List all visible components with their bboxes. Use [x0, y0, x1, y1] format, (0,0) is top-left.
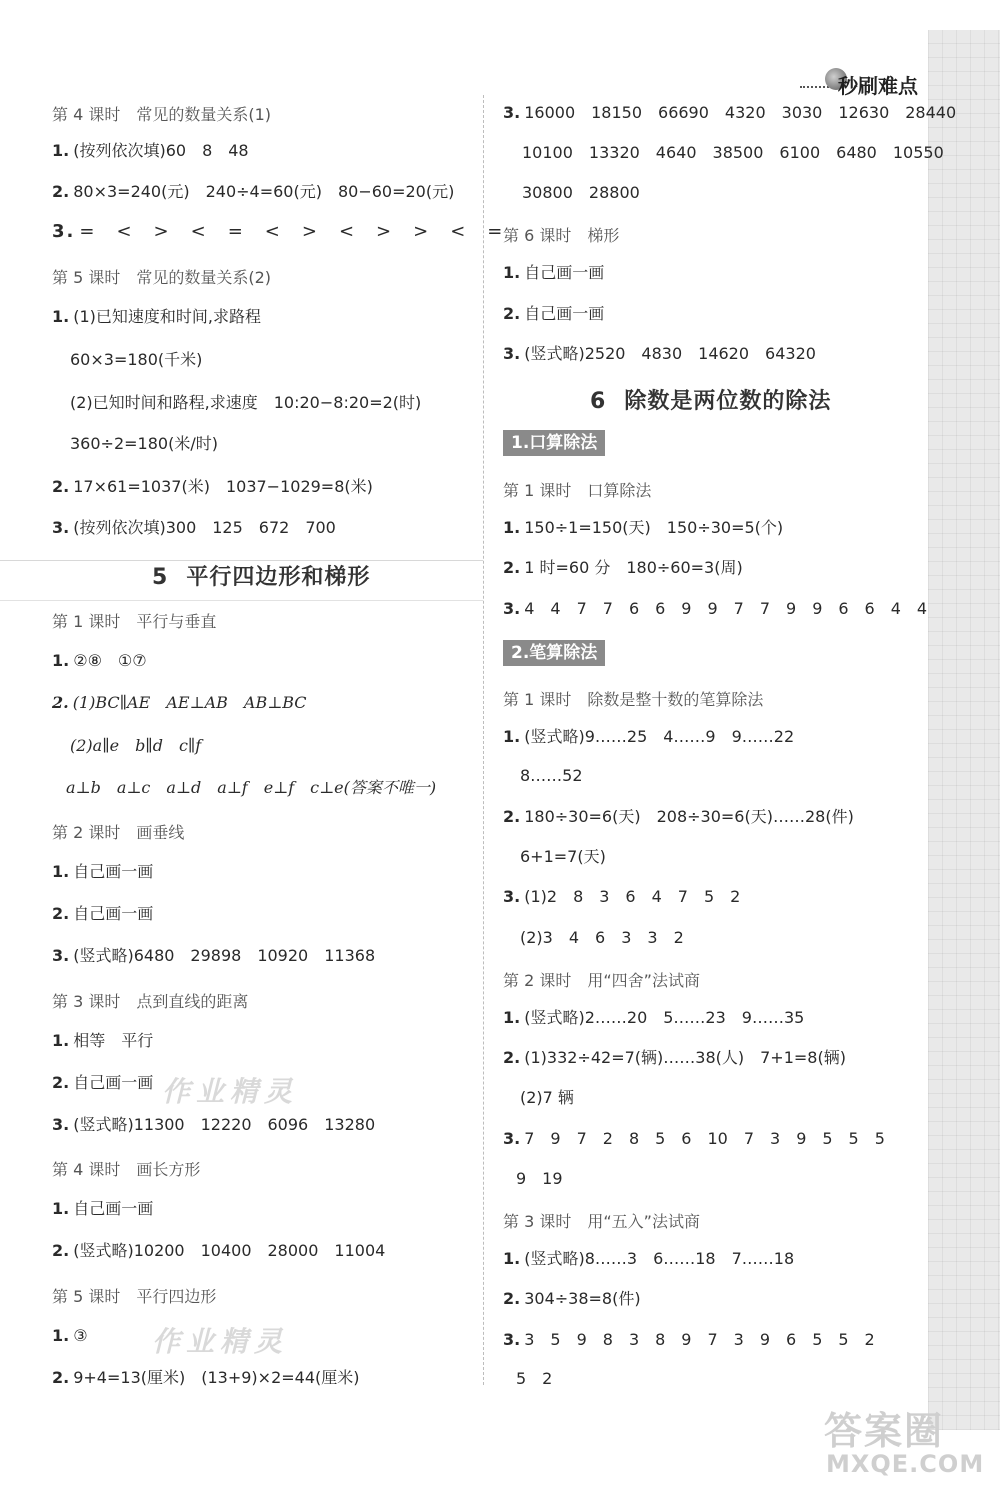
- answer-text: (1)332÷42=7(辆)……38(人) 7+1=8(辆): [524, 1048, 846, 1067]
- lesson-title: 用“五入”法试商: [587, 1212, 700, 1231]
- answer-line: [503, 1008, 804, 1028]
- question-number: 2.: [52, 1241, 70, 1260]
- lesson-title: 用“四舍”法试商: [587, 971, 700, 990]
- question-number: 1.: [52, 651, 70, 670]
- lesson-label: 第 1 课时: [503, 481, 572, 500]
- lesson-label: 第 1 课时: [503, 690, 572, 709]
- answer-text: (竖式略)10200 10400 28000 11004: [73, 1241, 386, 1260]
- answer-line: [503, 558, 743, 578]
- question-number: 3.: [52, 1115, 70, 1134]
- question-number: 3.: [52, 221, 76, 242]
- answer-line: [52, 693, 307, 713]
- answer-text: (竖式略)11300 12220 6096 13280: [73, 1115, 376, 1134]
- answer-text: 自己画一画: [73, 1199, 154, 1218]
- answer-text: 80×3=240(元) 240÷4=60(元) 80−60=20(元): [73, 182, 455, 201]
- answer-line: [52, 1326, 88, 1346]
- answer-line: [503, 103, 956, 123]
- answer-text: (竖式略)9……25 4……9 9……22: [524, 727, 795, 746]
- question-number: 3.: [503, 1129, 521, 1148]
- answer-line: (2)已知时间和路程,求速度 10:20−8:20=2(时): [70, 393, 422, 412]
- answer-text: (1)2 8 3 6 4 7 5 2: [524, 887, 741, 906]
- chapter-name: 平行四边形和梯形: [186, 565, 371, 590]
- answer-line: [52, 1031, 153, 1051]
- site-watermark-logo: 答案圈: [824, 1409, 945, 1453]
- question-number: 2.: [503, 1289, 521, 1308]
- question-number: 1.: [503, 727, 521, 746]
- lesson-heading: [52, 1157, 200, 1180]
- section-label: 2.笔算除法: [503, 640, 605, 666]
- lesson-heading: [52, 102, 271, 125]
- answer-line: [52, 946, 375, 966]
- answer-line: (2)7 辆: [520, 1088, 574, 1107]
- section-label: 1.口算除法: [503, 430, 605, 456]
- answer-line: [503, 263, 604, 283]
- lesson-label: 第 3 课时: [503, 1212, 572, 1231]
- answer-text: 自己画一画: [73, 904, 154, 923]
- question-number: 2.: [503, 558, 521, 577]
- answer-line: [52, 1368, 360, 1388]
- answer-line: [52, 477, 373, 497]
- lesson-heading: [52, 989, 248, 1012]
- chapter-title: [152, 560, 370, 591]
- answer-text: (按列依次填)300 125 672 700: [73, 518, 336, 537]
- lesson-title: 常见的数量关系(2): [136, 268, 272, 287]
- answer-line: [52, 1241, 385, 1261]
- answer-text: 1 时=60 分 180÷60=3(周): [524, 558, 743, 577]
- question-number: 3.: [503, 344, 521, 363]
- site-watermark-url: MXQE.COM: [826, 1450, 985, 1478]
- lesson-heading: [52, 609, 216, 632]
- question-number: 2.: [503, 304, 521, 323]
- lesson-label: 第 2 课时: [503, 971, 572, 990]
- question-number: 1.: [52, 141, 70, 160]
- lesson-title: 梯形: [587, 226, 620, 245]
- answer-line: 6+1=7(天): [520, 847, 606, 866]
- answer-text: (竖式略)8……3 6……18 7……18: [524, 1249, 795, 1268]
- answer-text: = < > < = < > < > > < =: [79, 221, 505, 242]
- answer-line: [503, 599, 927, 619]
- question-number: 1.: [52, 1031, 70, 1050]
- answer-line: 8……52: [520, 766, 583, 785]
- answer-text: (1)BC∥AE AE⊥AB AB⊥BC: [72, 693, 307, 712]
- answer-text: ③: [73, 1326, 88, 1345]
- lesson-label: 第 4 课时: [52, 1160, 121, 1179]
- answer-line: [503, 344, 816, 364]
- answer-line: [52, 182, 454, 202]
- watermark: 作业精灵: [162, 1075, 299, 1108]
- answer-line: [503, 304, 604, 324]
- question-number: 1.: [503, 1008, 521, 1027]
- question-number: 2.: [52, 1073, 70, 1092]
- question-number: 1.: [52, 1326, 70, 1345]
- answer-text: 17×61=1037(米) 1037−1029=8(米): [73, 477, 373, 496]
- question-number: 2.: [503, 1048, 521, 1067]
- answer-line: [503, 1048, 846, 1068]
- answer-line: [52, 904, 153, 924]
- lesson-label: 第 1 课时: [52, 612, 121, 631]
- answer-text: 自己画一画: [73, 862, 154, 881]
- answer-line: [503, 1289, 641, 1309]
- answer-text: 150÷1=150(天) 150÷30=5(个): [524, 518, 784, 537]
- answer-text: (竖式略)6480 29898 10920 11368: [73, 946, 376, 965]
- answer-text: (1)已知速度和时间,求路程: [73, 307, 261, 326]
- answer-line: [503, 518, 783, 538]
- answer-text: 4 4 7 7 6 6 9 9 7 7 9 9 6 6 4 4: [524, 599, 928, 618]
- question-number: 1.: [503, 1249, 521, 1268]
- question-number: 3.: [52, 946, 70, 965]
- lesson-heading: [503, 478, 651, 501]
- answer-text: 304÷38=8(件): [524, 1289, 641, 1308]
- question-number: 2.: [52, 1368, 70, 1387]
- lesson-label: 第 2 课时: [52, 823, 121, 842]
- answer-line: [503, 1129, 885, 1149]
- answer-line: 360÷2=180(米/时): [70, 434, 218, 453]
- column-divider: [483, 95, 484, 1385]
- lesson-label: 第 3 课时: [52, 992, 121, 1011]
- lesson-title: 除数是整十数的笔算除法: [587, 690, 764, 709]
- answer-line: (2)3 4 6 3 3 2: [520, 928, 684, 947]
- question-number: 2.: [52, 182, 70, 201]
- answer-text: 16000 18150 66690 4320 3030 12630 28440: [524, 103, 957, 122]
- answer-line: [503, 1330, 875, 1350]
- brand-logo: [800, 68, 925, 100]
- lesson-heading: [52, 820, 184, 843]
- answer-line: [52, 1115, 375, 1135]
- lesson-title: 平行四边形: [136, 1287, 217, 1306]
- question-number: 3.: [503, 599, 521, 618]
- question-number: 3.: [52, 518, 70, 537]
- lesson-heading: [503, 223, 619, 246]
- chapter-number: 5: [152, 565, 169, 590]
- page-edge-strip: [928, 30, 1000, 1430]
- answer-line: 30800 28800: [522, 183, 640, 202]
- answer-line: [503, 887, 740, 907]
- answer-line: (2)a∥e b∥d c∥f: [70, 736, 202, 755]
- answer-text: 9+4=13(厘米) (13+9)×2=44(厘米): [73, 1368, 360, 1387]
- answer-line: 5 2: [516, 1369, 553, 1388]
- lesson-title: 点到直线的距离: [136, 992, 249, 1011]
- answer-text: 自己画一画: [73, 1073, 154, 1092]
- answer-text: (竖式略)2……20 5……23 9……35: [524, 1008, 805, 1027]
- question-number: 3.: [503, 887, 521, 906]
- lesson-heading: [52, 265, 271, 288]
- answer-text: 相等 平行: [73, 1031, 154, 1050]
- answer-line: [503, 807, 854, 827]
- answer-line: 9 19: [516, 1169, 563, 1188]
- question-number: 1.: [52, 1199, 70, 1218]
- question-number: 2.: [52, 693, 69, 712]
- answer-text: (按列依次填)60 8 48: [73, 141, 249, 160]
- answer-line: [52, 518, 336, 538]
- lesson-label: 第 4 课时: [52, 105, 121, 124]
- lesson-label: 第 5 课时: [52, 1287, 121, 1306]
- answer-line: [52, 141, 249, 161]
- answer-text: 7 9 7 2 8 5 6 10 7 3 9 5 5 5: [524, 1129, 885, 1148]
- lesson-title: 画长方形: [136, 1160, 201, 1179]
- answer-text: 3 5 9 8 3 8 9 7 3 9 6 5 5 2: [524, 1330, 875, 1349]
- lesson-title: 常见的数量关系(1): [136, 105, 272, 124]
- answer-text: 180÷30=6(天) 208÷30=6(天)……28(件): [524, 807, 854, 826]
- lesson-title: 口算除法: [587, 481, 652, 500]
- chapter-title: [590, 384, 831, 415]
- brand-text: 秒刷难点: [838, 74, 918, 98]
- lesson-label: 第 6 课时: [503, 226, 572, 245]
- lesson-heading: [503, 1209, 700, 1232]
- answer-line: [52, 1073, 153, 1093]
- chapter-number: 6: [590, 389, 607, 414]
- question-number: 1.: [503, 518, 521, 537]
- lesson-heading: [52, 1284, 216, 1307]
- answer-line: 10100 13320 4640 38500 6100 6480 10550: [522, 143, 944, 162]
- answer-text: 自己画一画: [524, 263, 605, 282]
- lesson-title: 平行与垂直: [136, 612, 217, 631]
- answer-line: a⊥b a⊥c a⊥d a⊥f e⊥f c⊥e(答案不唯一): [66, 778, 437, 797]
- answer-line: [52, 862, 153, 882]
- answer-line: [52, 1199, 153, 1219]
- answer-text: 自己画一画: [524, 304, 605, 323]
- answer-text: (竖式略)2520 4830 14620 64320: [524, 344, 816, 363]
- lesson-heading: [503, 968, 700, 991]
- site-watermark: [822, 1400, 992, 1480]
- lesson-label: 第 5 课时: [52, 268, 121, 287]
- answer-text: ②⑧ ①⑦: [73, 651, 147, 670]
- lesson-heading: [503, 687, 763, 710]
- answer-line: [503, 1249, 794, 1269]
- question-number: 1.: [503, 263, 521, 282]
- answer-line: [52, 307, 261, 327]
- answer-line: [52, 222, 504, 242]
- watermark: 作业精灵: [152, 1325, 289, 1358]
- question-number: 2.: [52, 904, 70, 923]
- page-fold-line: [0, 600, 483, 601]
- question-number: 1.: [52, 307, 70, 326]
- answer-line: [52, 651, 147, 671]
- answer-line: [503, 727, 794, 747]
- question-number: 1.: [52, 862, 70, 881]
- chapter-name: 除数是两位数的除法: [624, 389, 832, 414]
- question-number: 3.: [503, 103, 521, 122]
- answer-line: 60×3=180(千米): [70, 350, 203, 369]
- question-number: 3.: [503, 1330, 521, 1349]
- lesson-title: 画垂线: [136, 823, 185, 842]
- question-number: 2.: [52, 477, 70, 496]
- question-number: 2.: [503, 807, 521, 826]
